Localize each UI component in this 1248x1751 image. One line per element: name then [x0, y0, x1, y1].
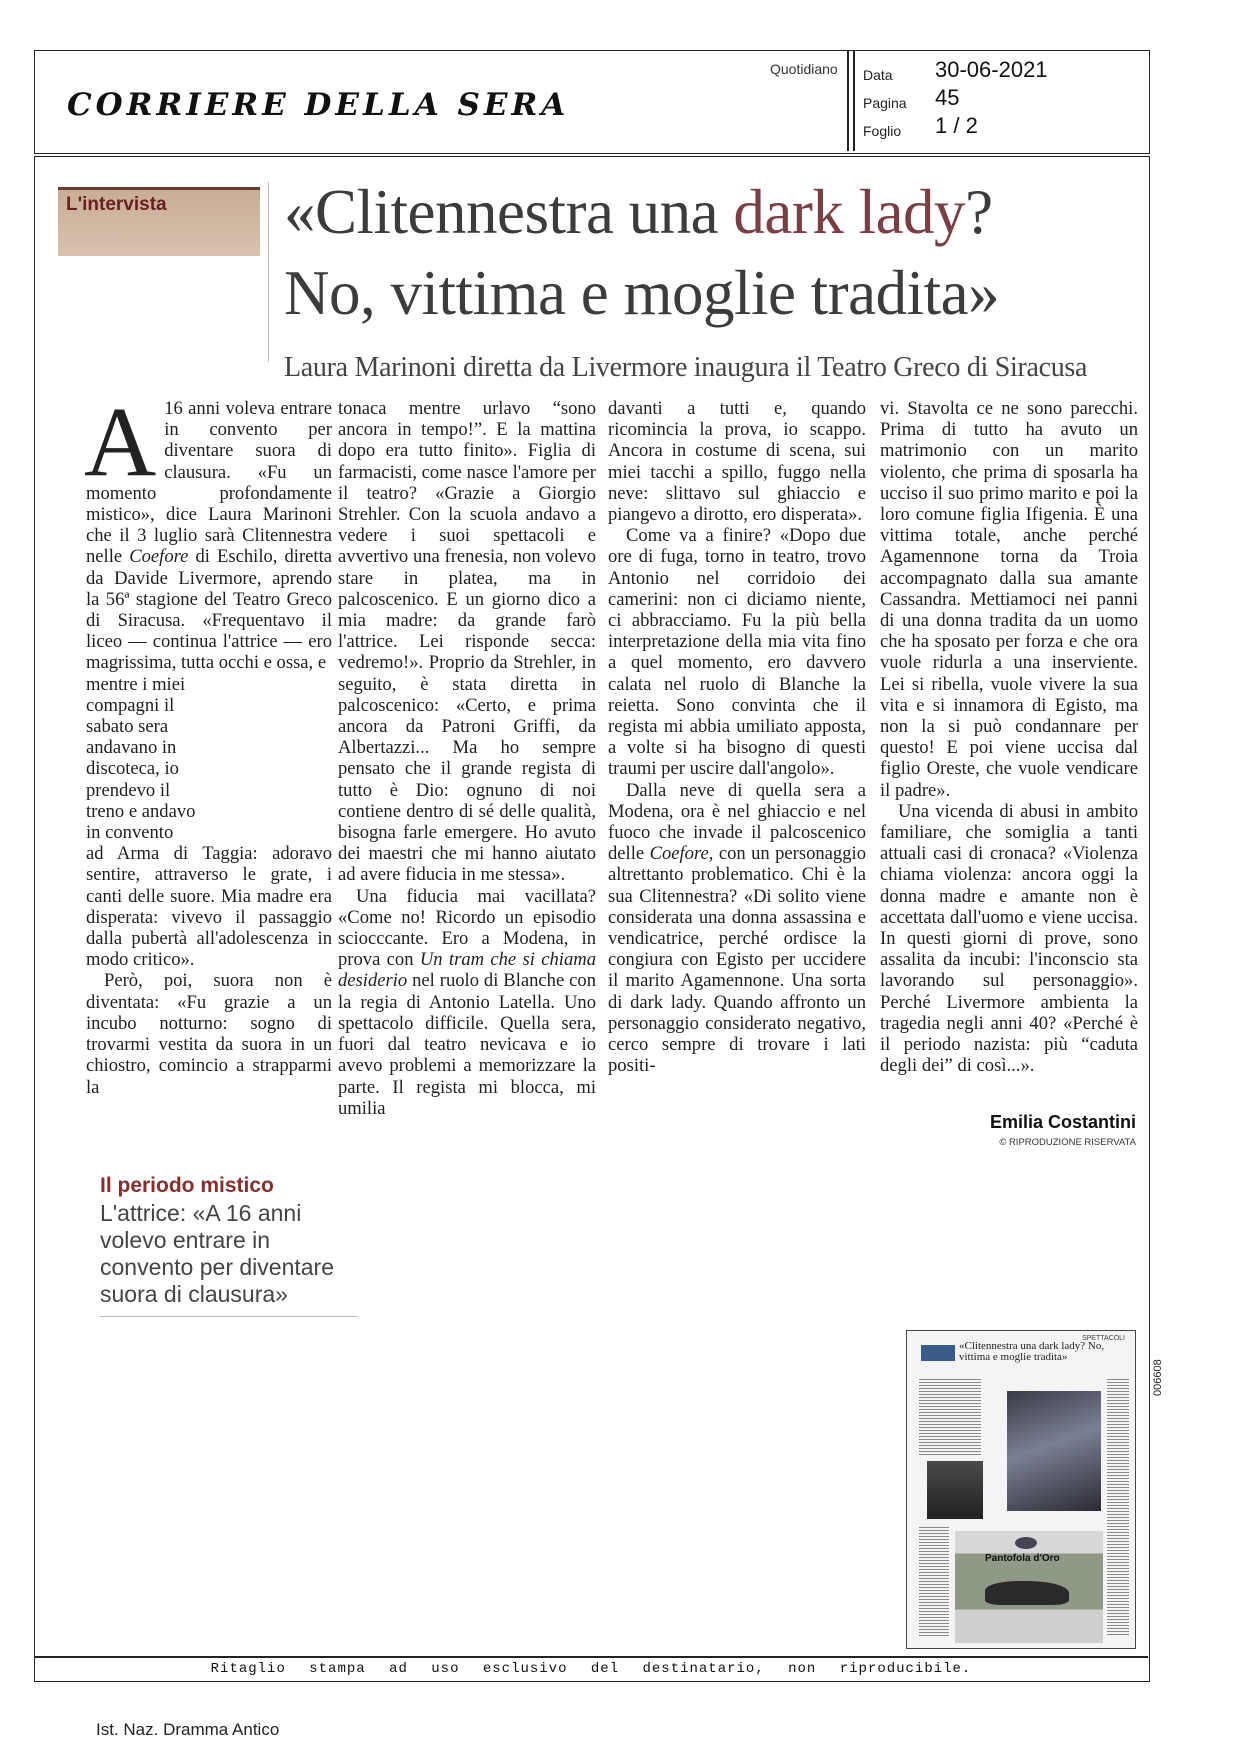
headline-part: ? [965, 177, 993, 247]
clipping-meta [863, 55, 1048, 139]
thumbnail-photo [927, 1461, 983, 1519]
header-divider [847, 51, 849, 151]
copyright-notice: © RIPRODUZIONE RISERVATA [999, 1137, 1136, 1148]
meta-value: 30-06-2021 [935, 57, 1048, 82]
thumbnail-text-block [919, 1527, 949, 1637]
footer-organization: Ist. Naz. Dramma Antico [96, 1720, 280, 1739]
subtitle: Laura Marinoni diretta da Livermore inaugura il Teatro Greco di Siracusa [284, 352, 1088, 383]
meta-value: 1 / 2 [935, 113, 978, 138]
masthead-area [35, 51, 845, 151]
pullquote-text: L'attrice: «A 16 anni volevo entrare in convento per diventare suora di clausura» [100, 1200, 334, 1307]
text-run: , con un personaggio altrettanto problematico. Chi è la sua Clitennestra? «Di solito viene considerata una donna assassina e vendicatrice, perché ordisce la congiura con Egisto per uccidere il marito Agamennone. Una sorta di dark lady. Quando affronto un personaggio considerato negativo, cerco sempre di trovare i lati positi- [608, 843, 866, 1077]
kicker-label: L'intervista [66, 194, 167, 215]
text-run: di Eschilo, diretta da Davide Livermore, aprendo la 56ª stagione del Teatro Greco di Siracusa. «Frequentavo il liceo — continua l'attrice — ero magrissima, tutta occhi e ossa, e [86, 546, 332, 674]
newspaper-masthead: CORRIERE DELLA SERA [67, 87, 570, 123]
title-italic: Coefore [129, 546, 189, 568]
clipping-header [34, 50, 1150, 154]
article-column-3 [608, 398, 866, 1077]
article-column-2 [338, 398, 596, 1119]
paragraph [84, 386, 332, 674]
thumbnail-kicker [921, 1345, 955, 1361]
paragraph: tonaca mentre urlavo “sono ancora in tempo!”. E la mattina dopo era tutto finito». Figlia di farmacisti, come nasce l'amore per il teatro? «Grazie a Giorgio Strehler. Con la scuola andavo a vedere i suoi spettacoli e avvertivo una frenesia, non volevo stare in platea, ma in palcoscenico. E un giorno dico a mia madre: da grande farò l'attrice. Lei risponde secca: vedremo!». Proprio da Strehler, in seguito, è stata diretta in palcoscenico: «Certo, e prima ancora da Patroni Griffi, da Albertazzi... Ma ho sempre pensato che il grande regista di tutto è Dio: ognuno di noi contiene dentro di sé delle qualità, bisogna farle emergere. Ho avuto dei maestri che mi hanno aiutato ad avere fiducia in me stessa». [338, 398, 596, 886]
advert-title: Pantofola d'Oro [985, 1553, 1060, 1564]
meta-row-date [863, 55, 1048, 83]
text-run: nel ruolo di Blanche con la regia di Antonio Latella. Uno spettacolo difficile. Quella sera, fuori dal teatro nevicava e io avevo problemi a memorizzare la parte. Il regista mi blocca, mi umilia [338, 970, 596, 1119]
shoe-image [985, 1581, 1069, 1605]
meta-key: Data [863, 67, 893, 83]
paragraph: Però, poi, suora non è diventata: «Fu grazie a un incubo notturno: sogno di trovarmi vestita da suora in un chiostro, comincio a strapparmi la [86, 970, 332, 1098]
headline-rule [268, 182, 269, 362]
meta-key: Pagina [863, 95, 907, 111]
text-run: 16 anni voleva entrare in convento per diventare suora di clausura. «Fu un momento profondamente mistico», dice Laura Marinoni che il 3 luglio sarà Clitennestra nelle [86, 398, 332, 568]
footer-rule [34, 1656, 1148, 1658]
narrow-text-block: mentre i miei compagni il sabato sera andavano in discoteca, io prendevo il treno e andavo in convento [86, 673, 196, 844]
headline [284, 172, 1164, 334]
thumbnail-headline: «Clitennestra una dark lady? No, vittima e moglie tradita» [959, 1340, 1105, 1363]
paragraph: Come va a finire? «Dopo due ore di fuga, torno in teatro, trovo Antonio nel corridoio dei camerini: non ci diciamo niente, ci abbracciamo. Fu la più bella interpretazione della mia vita fino a quel momento, ero davvero calata nel ruolo di Blanche la reietta. Sono convinta che il regista mi abbia umiliato apposta, a volte si ha bisogno di questi traumi per uscire dall'angolo». [608, 525, 866, 780]
kicker-box [58, 187, 260, 256]
thumbnail-section: SPETTACOLI [1081, 1335, 1125, 1342]
thumbnail-photo [1007, 1391, 1101, 1511]
paragraph: davanti a tutti e, quando ricomincia la prova, io scappo. Ancora in costume di scena, sui miei tacchi a spillo, fuggo nella neve: slittavo sul ghiaccio e piangevo a dirotto, ero disperata». [608, 398, 866, 526]
meta-row-page [863, 83, 1048, 111]
advert-logo-icon [1015, 1537, 1037, 1549]
paragraph: Una vicenda di abusi in ambito familiare, che somiglia a tanti attuali casi di cronaca? «Violenza chiama violenza: ancora oggi la donna madre e amante non è accettata dall'uomo e viene uccisa. In questi giorni di prove, sono assalita da incubi: l'inconscio sta lavorando sul personaggio». Perché Livermore ambienta la tragedia negli anni 40? «Perché è il periodo nazista: più “caduta degli dei” di così...». [880, 800, 1138, 1077]
text-run: Una fiducia mai vacillata? «Come no! Ricordo un episodio sciocccante. Ero a Modena, in prova con [338, 885, 596, 971]
article-column-1 [84, 386, 332, 1098]
headline-part: «Clitennestra una [284, 177, 734, 247]
page-thumbnail [906, 1330, 1136, 1649]
paragraph [338, 886, 596, 1119]
author-byline: Emilia Costantini [989, 1112, 1136, 1132]
drop-cap: A [84, 386, 157, 497]
headline-highlight: dark lady [733, 177, 966, 247]
paragraph [608, 780, 866, 1077]
pullquote-title: Il periodo mistico [100, 1174, 274, 1197]
headline-line-2: No, vittima e moglie tradita» [284, 258, 1000, 328]
meta-row-sheet [863, 111, 1048, 139]
article-column-4 [880, 398, 1138, 1077]
side-code: 006608 [1152, 1359, 1164, 1396]
footer-notice: Ritaglio stampa ad uso esclusivo del destinatario, non riproducibile. [210, 1661, 972, 1677]
text-run: Dalla neve di quella sera a Modena, ora è nel ghiaccio e nel fuoco che invade il palcoscenico delle [608, 779, 866, 865]
meta-key: Foglio [863, 123, 902, 139]
title-italic: Un tram che si chiama desiderio [338, 949, 596, 992]
thumbnail-text-block [919, 1379, 981, 1457]
publication-type: Quotidiano [770, 61, 838, 77]
paragraph: ad Arma di Taggia: adoravo sentire, attraverso le grate, i canti delle suore. Mia madre era disperata: vivevo il passaggio dalla pubertà all'adolescenza in modo critico». [86, 843, 332, 971]
meta-value: 45 [935, 85, 960, 110]
header-divider [853, 51, 855, 151]
paragraph: vi. Stavolta ce ne sono parecchi. Prima di tutto ha avuto un matrimonio con un marito violento, che prima di sposarla ha ucciso il suo primo marito e poi la loro comune figlia Ifigenia. È una vittima totale, anche perché Agamennone torna da Troia accompagnato dalla sua amante Cassandra. Mettiamoci nei panni di una donna tradita da un uomo che ha sposato per forza e che ora vuole ridurla a una inserviente. Lei si ribella, vuole vivere la sua vita e si innamora di Egisto, ma non la si può condannare per questo! E poi viene uccisa dal figlio Oreste, che vuole vendicare il padre». [880, 398, 1138, 801]
pullquote-rule [100, 1316, 358, 1317]
thumbnail-text-block [1107, 1379, 1129, 1637]
title-italic: Coefore [649, 843, 709, 865]
